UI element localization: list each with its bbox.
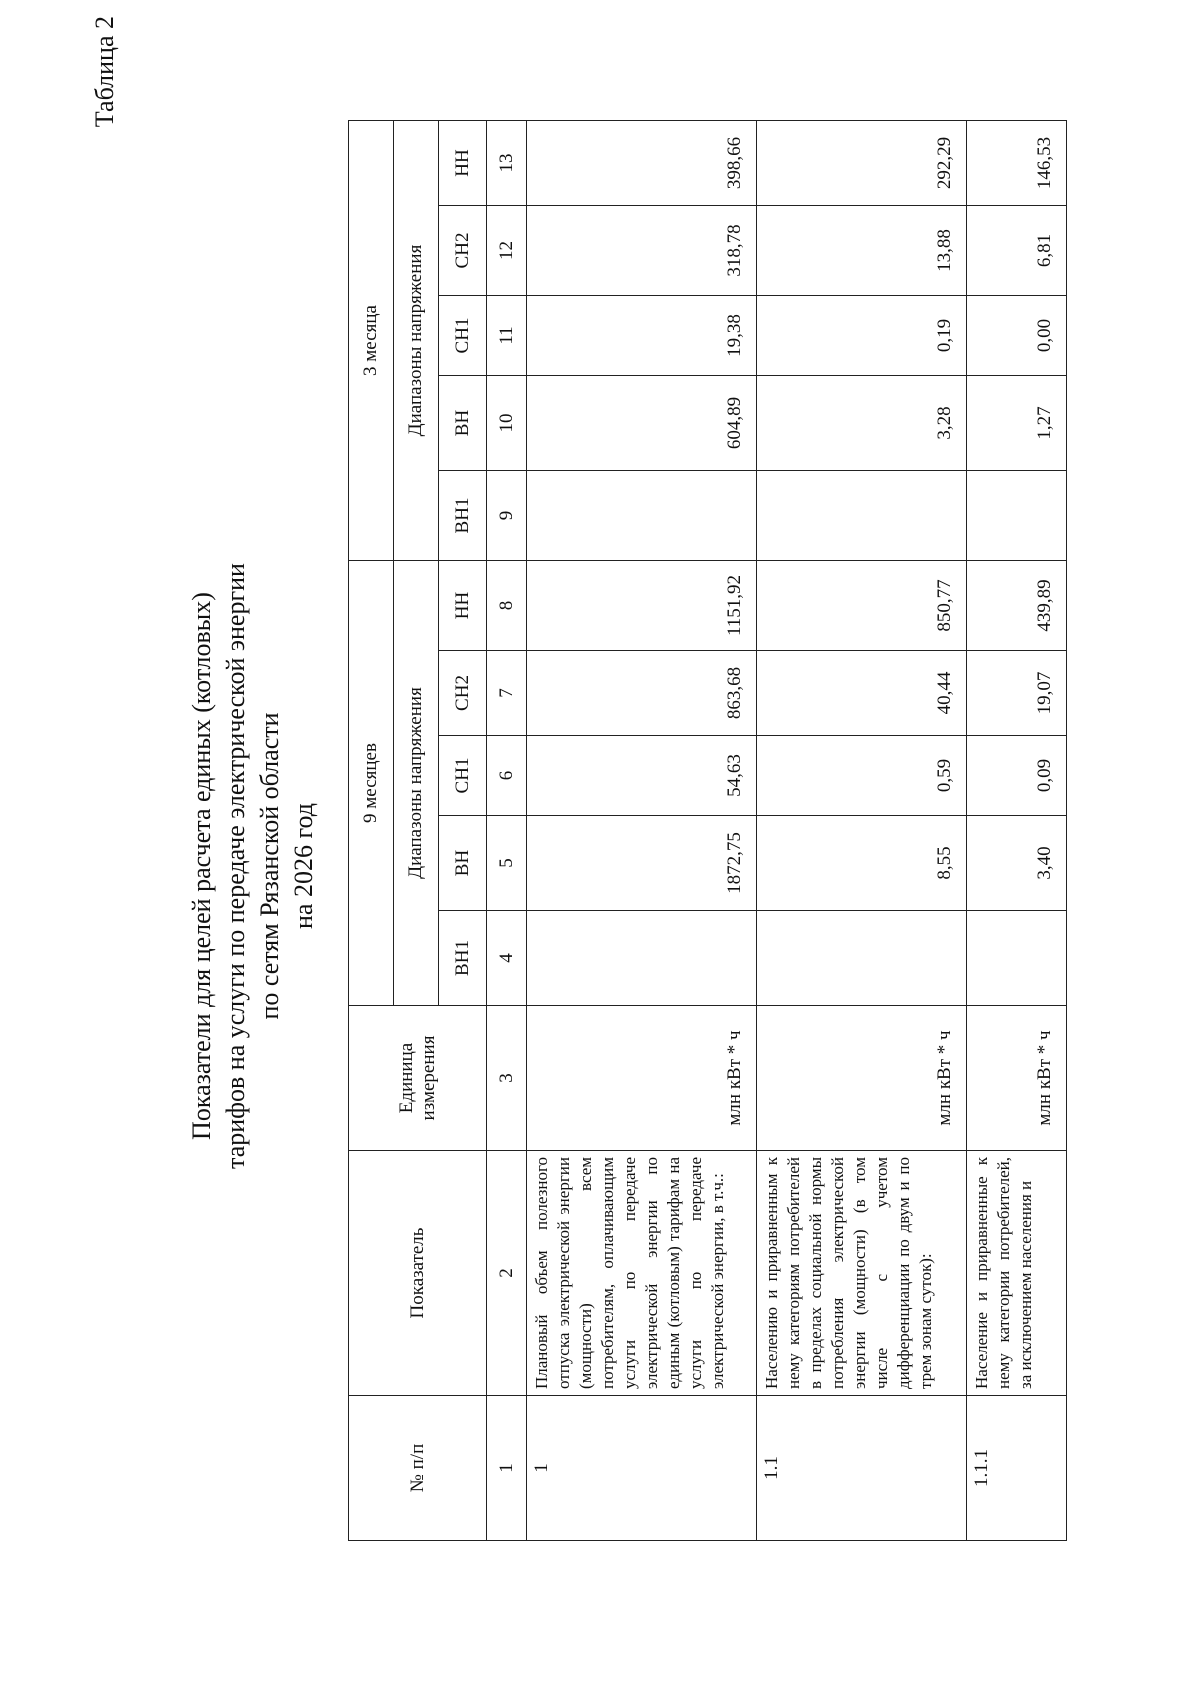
col-number: 8 (487, 561, 527, 651)
value-cell: 439,89 (967, 561, 1067, 651)
col-number: 6 (487, 736, 527, 816)
level-header: ВН (439, 376, 487, 471)
row-num: 1 (527, 1396, 757, 1541)
col-number: 4 (487, 911, 527, 1006)
table-row (757, 121, 967, 1541)
value-cell: 19,38 (527, 296, 757, 376)
col-number: 9 (487, 471, 527, 561)
value-cell (757, 471, 967, 561)
title-line-3: по сетям Рязанской области (255, 712, 284, 1020)
value-cell (967, 911, 1067, 1006)
title-line-4: на 2026 год (289, 803, 318, 929)
value-cell (967, 471, 1067, 561)
level-header: СН1 (439, 296, 487, 376)
row-indicator-text: Население и приравненные к нему категории потребителей, за исключением населения и (967, 1151, 1067, 1396)
value-cell: 0,00 (967, 296, 1067, 376)
value-cell: 13,88 (757, 206, 967, 296)
col-number: 3 (487, 1006, 527, 1151)
level-header: НН (439, 561, 487, 651)
row-unit: млн кВт * ч (967, 1006, 1067, 1151)
col-number: 7 (487, 651, 527, 736)
value-cell: 1872,75 (527, 816, 757, 911)
table-row (967, 121, 1067, 1541)
col-number: 11 (487, 296, 527, 376)
col-number: 1 (487, 1396, 527, 1541)
value-cell: 318,78 (527, 206, 757, 296)
value-cell (757, 911, 967, 1006)
value-cell: 1151,92 (527, 561, 757, 651)
col-number: 13 (487, 121, 527, 206)
value-cell: 1,27 (967, 376, 1067, 471)
table-caption: Таблица 2 (90, 16, 119, 128)
value-cell: 398,66 (527, 121, 757, 206)
value-cell: 19,07 (967, 651, 1067, 736)
value-cell: 146,53 (967, 121, 1067, 206)
value-cell: 863,68 (527, 651, 757, 736)
value-cell: 0,09 (967, 736, 1067, 816)
value-cell: 3,28 (757, 376, 967, 471)
level-header: СН1 (439, 736, 487, 816)
level-header: СН2 (439, 206, 487, 296)
value-cell: 3,40 (967, 816, 1067, 911)
value-cell: 8,55 (757, 816, 967, 911)
level-header: ВН (439, 816, 487, 911)
value-cell: 0,19 (757, 296, 967, 376)
level-header: ВН1 (439, 911, 487, 1006)
value-cell: 54,63 (527, 736, 757, 816)
col-number: 2 (487, 1151, 527, 1396)
value-cell: 292,29 (757, 121, 967, 206)
row-num: 1.1 (757, 1396, 967, 1541)
value-cell: 850,77 (757, 561, 967, 651)
col-number: 12 (487, 206, 527, 296)
tariff-table (348, 120, 1067, 1541)
column-number-row (487, 121, 527, 1541)
header-indicator: Показатель (349, 1151, 487, 1396)
value-cell: 604,89 (527, 376, 757, 471)
header-period-3-months: 3 месяца (349, 121, 394, 561)
value-cell: 0,59 (757, 736, 967, 816)
document-title (185, 466, 321, 1266)
header-row-periods (349, 121, 394, 1541)
header-ranges-9-months: Диапазоны напряжения (394, 561, 439, 1006)
level-header: СН2 (439, 651, 487, 736)
row-indicator-text: Плановый объем полезного отпуска электрической энергии (мощности) всем потребителям, оплачивающим услуги по передаче электрической энергии по единым (котловым) тарифам на услуги по передаче электрической энергии, в т.ч.: (527, 1151, 757, 1396)
row-unit: млн кВт * ч (757, 1006, 967, 1151)
title-line-2: тарифов на услуги по передаче электрической энергии (221, 563, 250, 1169)
row-num: 1.1.1 (967, 1396, 1067, 1541)
level-header: ВН1 (439, 471, 487, 561)
header-period-9-months: 9 месяцев (349, 561, 394, 1006)
row-unit: млн кВт * ч (527, 1006, 757, 1151)
col-number: 10 (487, 376, 527, 471)
level-header: НН (439, 121, 487, 206)
title-line-1: Показатели для целей расчета единых (котловых) (187, 592, 216, 1140)
header-unit: Единица измерения (349, 1006, 487, 1151)
header-ranges-3-months: Диапазоны напряжения (394, 121, 439, 561)
col-number: 5 (487, 816, 527, 911)
row-indicator-text: Населению и приравненным к нему категориям потребителей в пределах социальной нормы потребления электрической энергии (мощности) (в том числе с учетом дифференциации по двум и по трем зонам суток): (757, 1151, 967, 1396)
value-cell: 6,81 (967, 206, 1067, 296)
value-cell (527, 911, 757, 1006)
value-cell (527, 471, 757, 561)
header-num: № п/п (349, 1396, 487, 1541)
table-row (527, 121, 757, 1541)
value-cell: 40,44 (757, 651, 967, 736)
